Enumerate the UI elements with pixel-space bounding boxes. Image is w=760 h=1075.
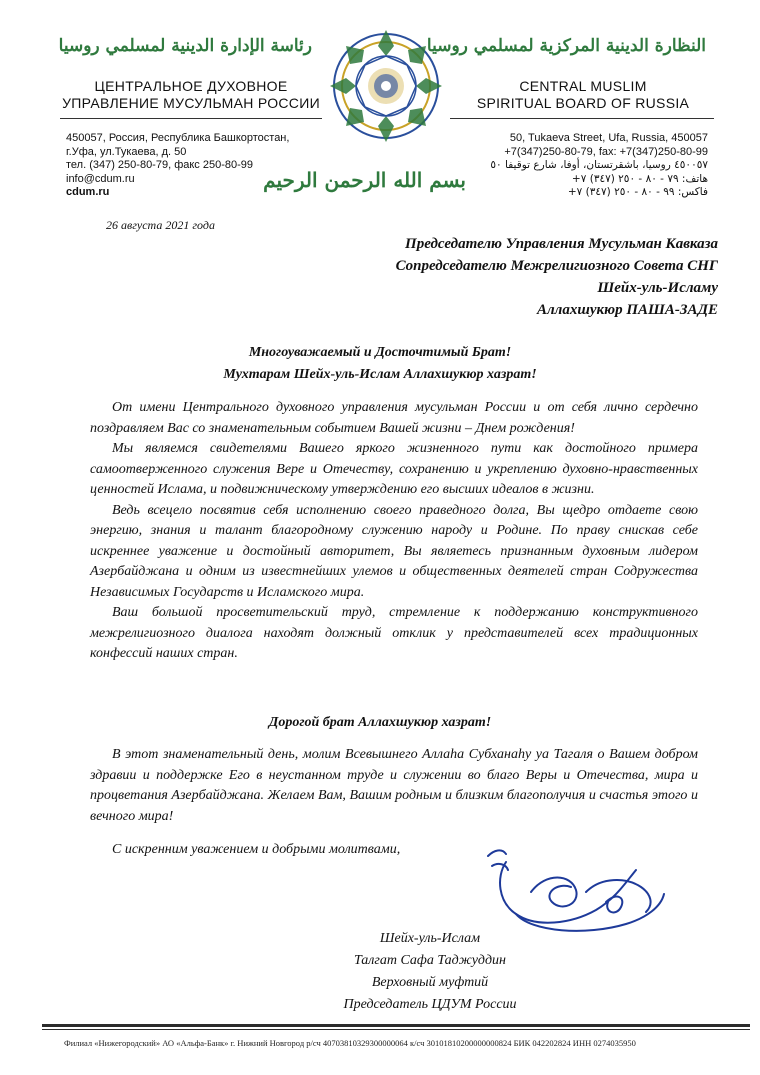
recipient-name: Аллахшукюр ПАША-ЗАДЕ [536,302,718,318]
org-name-en-line1: CENTRAL MUSLIM [519,78,647,94]
body-paragraph: Ваш большой просветительский труд, стремление к поддержанию конструктивного межрелигиозного диалога находят должный отклик у представителей всех традиционных конфессий наших стран. [90,605,698,661]
address-ar [440,159,708,200]
org-name-en [452,78,714,112]
address-ar-line: هاتف: ٧٩ - ٨٠ - ٢٥٠ (٣٤٧) ٧+ [571,172,708,185]
arabic-header-left: رئاسة الإدارة الدينية لمسلمي روسيا [58,36,312,56]
address-ru-line: 450057, Россия, Республика Башкортостан, [66,132,290,144]
org-name-ru-line1: ЦЕНТРАЛЬНОЕ ДУХОВНОЕ [94,78,288,94]
letter-date: 26 августа 2021 года [106,218,215,232]
footer-rule-thin [42,1029,750,1030]
recipient-line: Сопредседателю Межрелигиозного Совета СНГ [395,258,718,274]
arabic-header-right: النظارة الدينية المركزية لمسلمي روسيا [426,36,706,56]
body-paragraph: Мы являемся свидетелями Вашего яркого жизненного пути как достойного примера самоотверженного служения Вере и Отечеству, сохранению и укреплению духовно-нравственных ценностей Ислама, и подвижническому утверждению его высших идеалов в жизни. [90,441,698,497]
second-address: Дорогой брат Аллахшукюр хазрат! [268,715,492,730]
recipient-line: Председателю Управления Мусульман Кавказа [405,236,718,252]
address-en [440,132,708,159]
address-ar-line: فاكس: ٩٩ - ٨٠ - ٢٥٠ (٣٤٧) ٧+ [567,186,708,198]
letter-body [90,398,698,665]
recipient-line: Шейх-уль-Исламу [597,280,718,296]
address-ru-line: г.Уфа, ул.Тукаева, д. 50 [66,145,187,158]
address-ru-email: info@cdum.ru [66,172,135,185]
greeting [90,342,670,386]
org-name-ru-line2: УПРАВЛЕНИЕ МУСУЛЬМАН РОССИИ [62,95,320,111]
header-rule-right [450,118,714,119]
header-rule-left [60,118,322,119]
signature-position: Верховный муфтий [371,975,489,990]
final-paragraph-wrap [90,745,698,827]
address-ru-website: cdum.ru [66,186,110,198]
closing-phrase: С искренним уважением и добрыми молитвами, [112,842,401,857]
address-en-line: +7(347)250-80-79, fax: +7(347)250-80-99 [504,145,708,158]
greeting-line1: Многоуважаемый и Досточтимый Брат! [248,345,512,360]
signature-title: Шейх-уль-Ислам [379,931,481,946]
emblem-seal-icon [326,24,446,154]
bismillah-calligraphy: بسم الله الرحمن الرحيم [263,168,466,192]
handwritten-signature-icon [476,832,676,942]
address-en-line: 50, Tukaeva Street, Ufa, Russia, 450057 [509,132,708,144]
footer-rule-thick [42,1024,750,1027]
greeting-line2: Мухтарам Шейх-уль-Ислам Аллахшукюр хазрат! [223,367,537,382]
recipient-block [300,233,718,321]
body-paragraph: Ведь всецело посвятив себя исполнению своего праведного долга, Вы щедро отдаете свою энергию, знания и талант благородному служению народу и Родине. По праву снискав себе искреннее уважение и достойный авторитет, Вы являетесь признанным духовным лидером Азербайджана и одним из известнейших улемов и общественных деятелей стран Содружества Независимых Государств и Исламского мира. [90,502,698,600]
signature-name: Талгат Сафа Таджуддин [354,953,506,968]
body-paragraph: От имени Центрального духовного управления мусульман России и от себя лично сердечно поздравляем Вас со знаменательным событием Вашей жизни – Днем рождения! [90,400,698,436]
final-paragraph: В этот знаменательный день, молим Всевышнего Аллаhа Субханаhу уа Тагаля о Вашем добром здравии и поддержке Его в неустанном труде и служении во благо Веры и Отечества, мира и процветания Азербайджана. Желаем Вам, Вашим родным и близким благополучия и счастья этого и вечного мира! [90,747,698,824]
signature-block [290,928,570,1016]
footer-bank-details: Филиал «Нижегородский» АО «Альфа-Банк» г. Нижний Новгород р/сч 40703810329300000064 к/сч 30101810200000000824 БИК 042202824 ИНН 0274035950 [64,1038,636,1048]
address-ar-line: ٤٥٠٠٥٧ روسيا، باشقرتستان، أوفا، شارع توقيفا ٥٠ [490,159,708,171]
signature-position: Председатель ЦДУМ России [343,997,517,1012]
address-ru-line: тел. (347) 250-80-79, факс 250-80-99 [66,159,254,171]
org-name-ru [60,78,322,112]
org-name-en-line2: SPIRITUAL BOARD OF RUSSIA [476,95,690,111]
